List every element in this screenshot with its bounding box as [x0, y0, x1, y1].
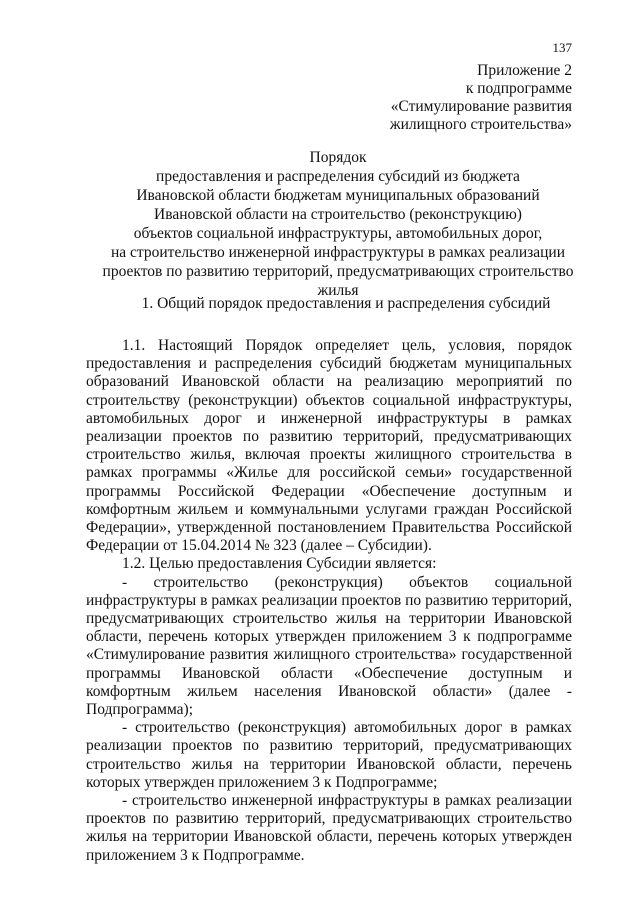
body-paragraph: - строительство инженерной инфраструктуры в рамках реализации проектов по развитию территорий, предусматривающих строительство жилья на территории Ивановской области, перечень которых утвержден приложением 3 к Подпрограмме. [86, 792, 572, 864]
appendix-header [390, 62, 572, 134]
body-paragraph: - строительство (реконструкция) объектов социальной инфраструктуры в рамках реализации проектов по развитию территорий, предусматривающих строительство жилья на территории Ивановской области, перечень которых утвержден приложением 3 к подпрограмме «Стимулирование развития жилищного строительства» государственной программы Ивановской области «Обеспечение доступным и комфортным жильем населения Ивановской области» (далее - Подпрограмма); [86, 573, 572, 719]
appendix-line: «Стимулирование развития [390, 98, 572, 115]
section-heading: 1. Общий порядок предоставления и распределения субсидий [141, 295, 551, 312]
appendix-line: Приложение 2 [477, 62, 572, 79]
appendix-line: жилищного строительства» [389, 116, 572, 133]
title-line: предоставления и распределения субсидий из бюджета [156, 168, 520, 185]
body-paragraph: 1.1. Настоящий Порядок определяет цель, условия, порядок предоставления и распределения субсидий бюджетам муниципальных образований Ивановской области на реализацию мероприятий по строительству (реконструкции) объектов социальной инфраструктуры, автомобильных дорог и инженерной инфраструктуры в рамках реализации проектов по развитию территорий, предусматривающих строительство жилья, включая проекты жилищного строительства в рамках программы «Жилье для российской семьи» государственной программы Российской Федерации «Обеспечение доступным и комфортным жильем и коммунальными услугами граждан Российской Федерации», утвержденной постановлением Правительства Российской Федерации от 15.04.2014 № 323 (далее – Субсидии). [86, 337, 572, 555]
body-paragraph: 1.2. Целью предоставления Субсидии является: [122, 555, 437, 573]
appendix-line: к подпрограмме [465, 80, 572, 97]
title-line: Ивановской области на строительство (реконструкцию) [154, 206, 522, 223]
title-line: объектов социальной инфраструктуры, автомобильных дорог, [133, 225, 543, 242]
document-title [0, 148, 640, 300]
title-line: Порядок [309, 149, 367, 166]
title-line: проектов по развитию территорий, предусматривающих строительство [102, 263, 574, 280]
title-line: Ивановской области бюджетам муниципальных образований [136, 187, 540, 204]
document-body [86, 337, 572, 865]
title-line: на строительство инженерной инфраструктуры в рамках реализации [110, 244, 566, 261]
body-paragraph: - строительство (реконструкция) автомобильных дорог в рамках реализации проектов по развитию территорий, предусматривающих строительство жилья на территории Ивановской области, перечень которых утвержден приложением 3 к Подпрограмме; [86, 719, 572, 791]
title-line: жилья [317, 282, 359, 299]
page-number: 137 [552, 40, 572, 55]
